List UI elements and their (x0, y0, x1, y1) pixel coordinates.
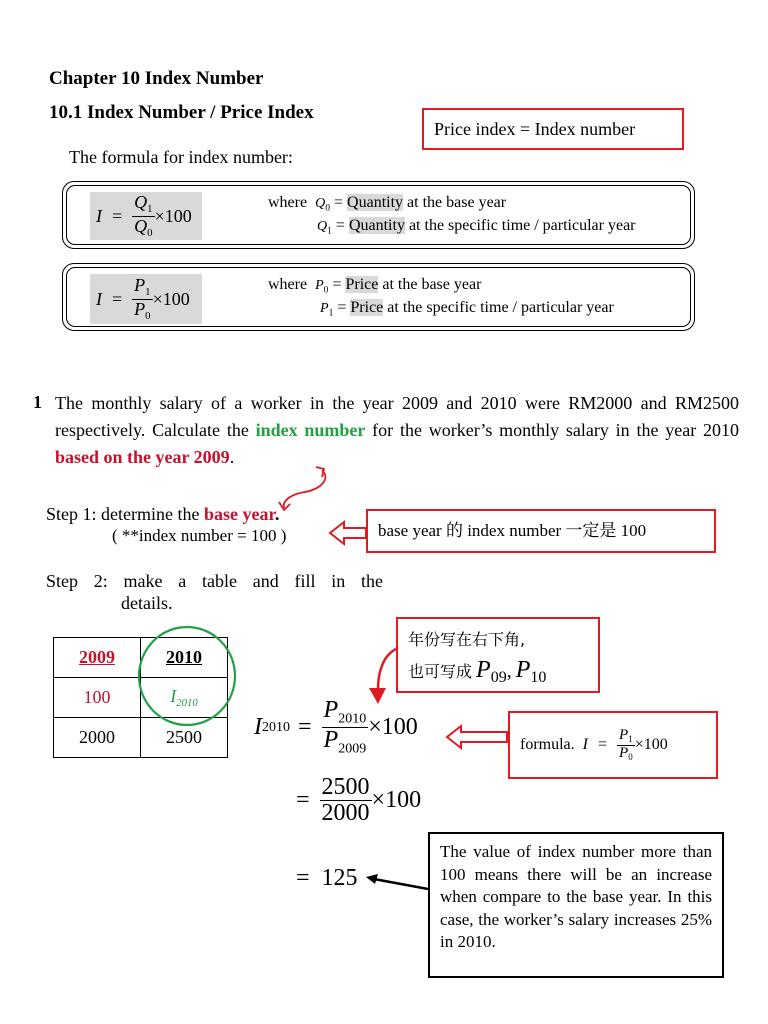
cell-100: 100 (54, 678, 141, 718)
def-word: Quantity (347, 194, 404, 211)
where-label: where (268, 194, 308, 211)
num-sub: 1 (145, 286, 151, 299)
question-text-a: The monthly salary of a worker in the year 2009 and 2010 were RM2000 and RM2500 respectively. Calculate the (55, 393, 739, 440)
def-eq: = (334, 194, 344, 211)
calc-num-2500: 2500 (321, 774, 370, 800)
green-circle-highlight (136, 624, 238, 728)
def-symbol: Q (317, 219, 328, 234)
step1-base-year: base year (203, 504, 275, 524)
calc-lhs: I (254, 714, 262, 741)
def-eq: = (337, 299, 347, 316)
formula-box-fraction (617, 728, 635, 762)
step1-suffix: . (274, 504, 280, 524)
calc-times-2: ×100 (371, 787, 422, 814)
price-index-note (422, 108, 684, 150)
calc-eq: = (298, 714, 312, 741)
question-highlight-base-year: based on the year 2009 (55, 447, 230, 467)
question-text (55, 390, 739, 471)
times-100: ×100 (152, 288, 190, 309)
calc-fraction-2 (320, 775, 372, 826)
calc-line-2 (296, 775, 421, 826)
formula-label: formula. (520, 736, 575, 753)
curved-double-arrow (270, 462, 340, 512)
formula-box-lhs: I (582, 736, 588, 753)
calc-num-sub: 2010 (338, 711, 367, 727)
note-comma: , (506, 660, 512, 682)
quantity-def-1 (268, 194, 506, 213)
def-word: Price (345, 276, 379, 293)
hollow-arrow-left-icon-2 (444, 723, 510, 753)
quantity-formula (90, 192, 202, 240)
calc-result (296, 865, 358, 892)
formula-intro: The formula for index number: (69, 147, 293, 167)
calc-fraction (322, 698, 369, 758)
step2-line1: Step 2: make a table and fill in the (46, 571, 383, 591)
chapter-title: Chapter 10 Index Number (49, 68, 264, 89)
fb-times: ×100 (634, 736, 668, 753)
den-sub: 0 (145, 309, 151, 322)
p10-symbol: P (515, 657, 531, 683)
header-2009: 2009 (54, 638, 141, 678)
def-word: Quantity (348, 217, 405, 234)
times-100: ×100 (154, 205, 192, 226)
question-end: . (229, 447, 235, 467)
num-symbol: Q (134, 192, 148, 213)
def-eq: = (335, 217, 345, 234)
cell-i-symbol: I (170, 686, 177, 707)
den-symbol: P (134, 298, 146, 319)
price-def-1 (268, 276, 481, 295)
calc-lhs-sub: 2010 (262, 719, 290, 735)
calc-eq-2: = (296, 787, 310, 814)
calc-result-value: 125 (321, 865, 358, 891)
price-formula-box (62, 263, 695, 331)
formula-lhs: I (96, 205, 102, 226)
price-formula (90, 274, 202, 324)
calc-times: ×100 (368, 714, 418, 741)
header-2010: 2010 (141, 638, 228, 678)
step1-prefix: Step 1: determine the (46, 504, 200, 524)
fb-den: P (619, 744, 629, 761)
price-def-2 (320, 299, 614, 318)
step1-line (46, 504, 279, 525)
price-index-note-text: Price index = Index number (434, 119, 636, 139)
num-symbol: P (134, 275, 146, 296)
calc-num-symbol: P (323, 697, 339, 723)
note-line2-text: 也可写成 (408, 662, 473, 681)
step1-note: ( **index number = 100 ) (112, 526, 287, 545)
calc-result-eq: = (296, 865, 310, 891)
fb-den-sub: 0 (628, 751, 633, 762)
def-rest: at the base year (382, 276, 482, 293)
def-symbol: P (320, 301, 329, 316)
question-highlight-index-number: index number (255, 420, 366, 440)
where-label: where (268, 276, 308, 293)
formula-box-eq: = (597, 736, 608, 753)
cell-i-sub: 2010 (176, 696, 198, 709)
quantity-formula-box (62, 181, 695, 249)
explanation-box (428, 832, 724, 978)
formula-fraction (132, 193, 154, 238)
num-sub: 1 (147, 203, 153, 216)
black-arrow-icon (362, 872, 432, 894)
explanation-text: The value of index number more than 100 means there will be an increase when compare to the base year. In this case, the worker’s salary increases 25% in 2010. (440, 842, 712, 951)
den-sub: 0 (147, 226, 153, 239)
def-rest: at the specific time / particular year (387, 299, 614, 316)
def-symbol: P (315, 278, 324, 293)
cell-2500: 2500 (141, 718, 228, 758)
section-title: 10.1 Index Number / Price Index (49, 102, 314, 123)
def-sub: 0 (323, 284, 329, 296)
cell-2000: 2000 (54, 718, 141, 758)
def-eq: = (332, 276, 342, 293)
calc-line-1 (254, 698, 418, 758)
question-number: 1 (33, 392, 42, 412)
def-rest: at the base year (407, 194, 507, 211)
def-rest: at the specific time / particular year (408, 217, 636, 234)
year-subscript-note-box (396, 617, 600, 693)
def-word: Price (350, 299, 384, 316)
def-symbol: Q (315, 196, 326, 211)
calc-den-sub: 2009 (338, 741, 367, 757)
base-year-note-box (366, 509, 716, 553)
calc-den-symbol: P (323, 727, 339, 754)
formula-fraction (132, 276, 152, 321)
formula-lhs: I (96, 288, 102, 309)
den-symbol: Q (134, 215, 148, 236)
calc-den-2000: 2000 (321, 800, 370, 827)
hollow-arrow-left-icon (327, 518, 369, 548)
quantity-def-2 (317, 217, 636, 236)
formula-eq: = (112, 205, 123, 226)
p10-sub: 10 (530, 668, 547, 686)
base-year-note-text: base year 的 index number 一定是 100 (378, 521, 647, 540)
fb-num-sub: 1 (628, 734, 633, 745)
formula-eq: = (112, 288, 123, 309)
formula-reminder-box (508, 711, 718, 779)
fb-num: P (619, 726, 629, 743)
p09-sub: 09 (490, 668, 507, 686)
note-line1: 年份写在右下角, (408, 630, 526, 649)
question-text-b: for the worker’s monthly salary in the year 2010 (372, 420, 739, 440)
note-line2 (408, 657, 546, 687)
def-sub: 1 (328, 307, 334, 319)
p09-symbol: P (476, 657, 491, 683)
step2-line2: details. (121, 593, 173, 613)
def-sub: 1 (327, 225, 332, 237)
def-sub: 0 (325, 202, 331, 214)
